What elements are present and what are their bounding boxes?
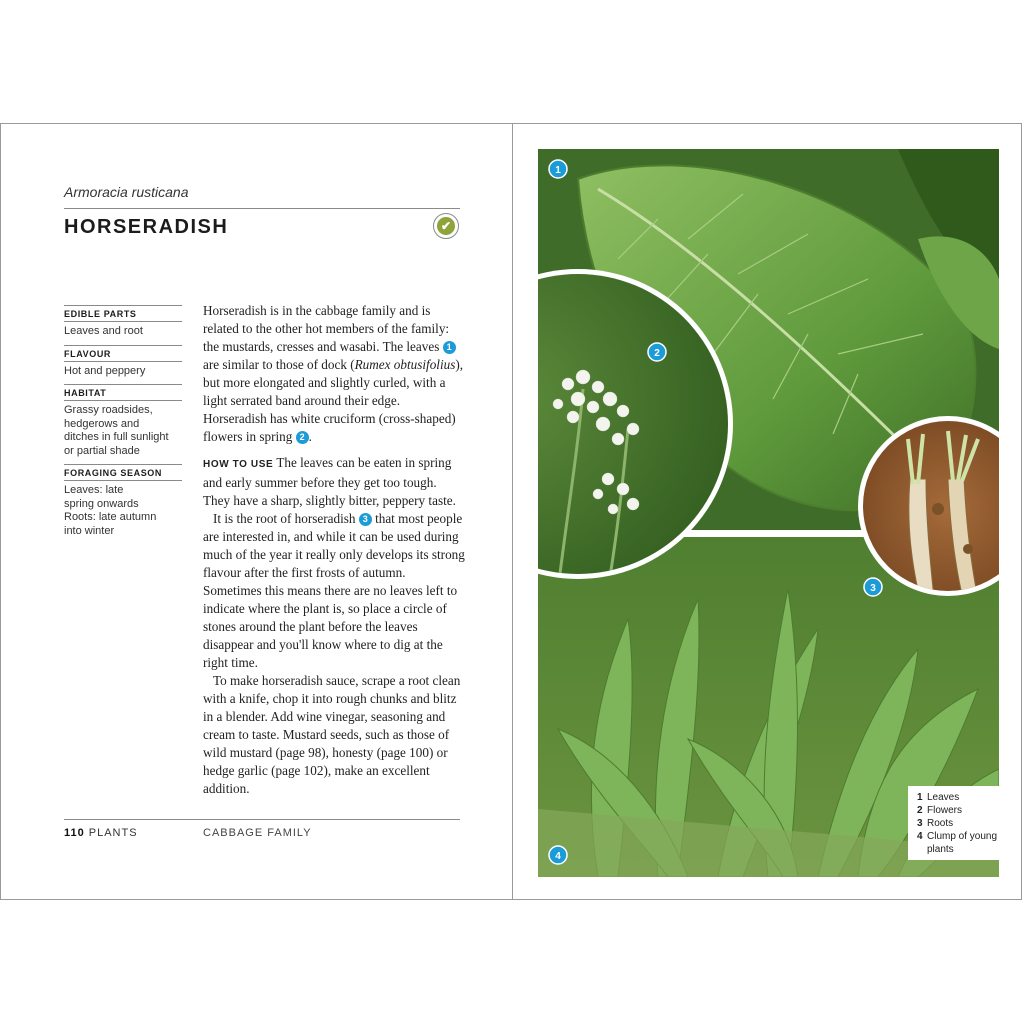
plant-photos (538, 149, 999, 877)
folio (64, 827, 138, 839)
text-run: The leaves can be eaten in spring and early summer before they get too tough. They have a sharp, slightly bitter, peppery taste. (203, 455, 456, 508)
paragraph-how-to-use (203, 454, 465, 510)
checkmark-icon: ✔ (437, 217, 455, 235)
fact-value: Grassy roadsides, hedgerows and ditches in full sunlight or partial shade (64, 404, 169, 457)
photo-marker-4-icon (549, 846, 567, 864)
fact-label: EDIBLE PARTS (64, 306, 182, 322)
text-run: that most people are interested in, and while it can be used during much of the year it really only develops its strong flavour after the first frosts of autumn. Sometimes this means there are no leaves left to indicate where the plant is, so place a circle of stones around the plant before the leaves disappear and you'll know where to dig at the right time. (203, 511, 465, 670)
fact-value: Hot and peppery (64, 364, 146, 377)
legend-item (917, 791, 999, 804)
text-run: are similar to those of dock ( (203, 357, 355, 372)
legend-item (917, 804, 999, 817)
photo-marker-2-icon (648, 343, 666, 361)
marker-1-icon: 1 (443, 341, 456, 354)
marker-3-icon: 3 (359, 513, 372, 526)
body-text (203, 302, 465, 798)
photo-legend (908, 786, 999, 860)
bottom-rule (64, 819, 460, 820)
fact-label: HABITAT (64, 385, 182, 401)
legend-text: Roots (927, 818, 954, 829)
fact-flavour (64, 345, 182, 379)
italic-species: Rumex obtusifolius (354, 357, 456, 372)
top-rule (64, 208, 460, 209)
photo-marker-3-icon (864, 578, 882, 596)
legend-text: Flowers (927, 805, 963, 816)
legend-number: 2 (917, 805, 923, 816)
svg-text:1: 1 (555, 165, 561, 176)
running-head: CABBAGE FAMILY (203, 827, 312, 839)
paragraph-root (203, 510, 465, 672)
marker-2-icon: 2 (296, 431, 309, 444)
paragraph-sauce: To make horseradish sauce, scrape a root clean with a knife, chop it into rough chunks and blitz in a blender. Add wine vinegar, seasoning and cream to taste. Mustard seeds, such as those of wild mustard (page 98), honesty (page 100) or hedge garlic (page 102), make an excellent addition. (203, 673, 461, 796)
text-run: . (308, 429, 312, 444)
text-run: It is the root of horseradish (213, 511, 356, 526)
legend-number: 1 (917, 792, 923, 803)
fact-edible-parts (64, 305, 182, 339)
svg-text:3: 3 (870, 583, 876, 594)
how-to-use-label: HOW TO USE (203, 459, 274, 470)
legend-text: Leaves (927, 792, 960, 803)
fact-label: FLAVOUR (64, 346, 182, 362)
page-number: 110 (64, 827, 85, 839)
photo-composite (538, 149, 999, 877)
page-title: HORSERADISH (64, 216, 229, 238)
legend-number: 4 (917, 831, 923, 842)
fact-label: FORAGING SEASON (64, 465, 182, 481)
text-run: ), but more elongated and slightly curled, with a light serrated band around their edge. Horseradish has white cruciform (cross-shaped) flowers in spring (203, 357, 464, 444)
legend-item (917, 817, 999, 830)
legend-text: Clump of young plants (927, 831, 998, 855)
legend-item (917, 830, 999, 856)
book-spread (0, 123, 1022, 900)
paragraph-intro (203, 302, 465, 446)
facts-sidebar (64, 305, 182, 544)
latin-name: Armoracia rusticana (64, 184, 189, 200)
fact-value: Leaves and root (64, 325, 143, 337)
edible-badge (433, 213, 459, 239)
fact-habitat (64, 384, 182, 458)
legend-number: 3 (917, 818, 923, 829)
svg-text:4: 4 (555, 851, 561, 862)
text-run: Horseradish is in the cabbage family and is related to the other hot members of the family: the mustards, cresses and wasabi. The leaves (203, 303, 450, 354)
section-name: PLANTS (88, 827, 138, 839)
fact-value: Leaves: late spring onwards Roots: late autumn into winter (64, 484, 157, 537)
gutter (512, 124, 513, 899)
photo-marker-1-icon (549, 160, 567, 178)
svg-text:2: 2 (654, 348, 660, 359)
fact-foraging-season (64, 464, 182, 538)
